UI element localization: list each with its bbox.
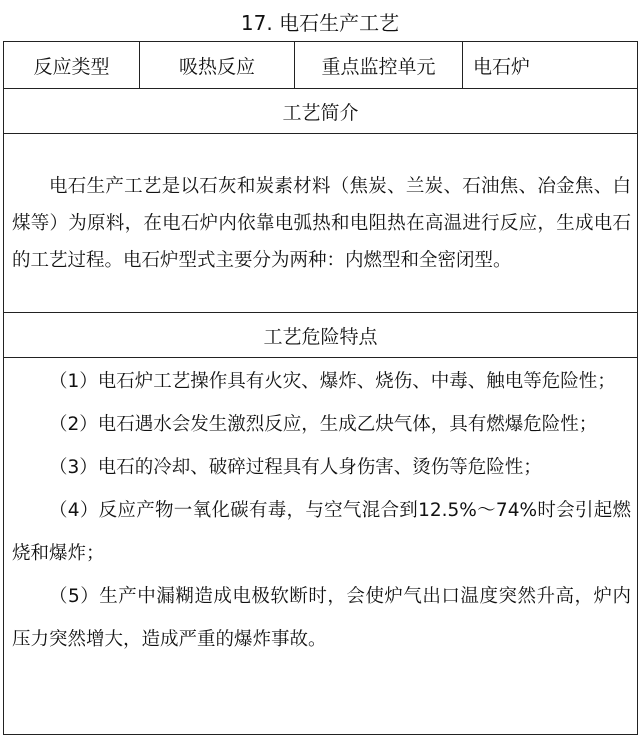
hazard-item: （3）电石的冷却、破碎过程具有人身伤害、烫伤等危险性； — [49, 457, 542, 478]
hazards-heading-row — [4, 313, 638, 358]
reaction-type-label: 反应类型 — [4, 42, 140, 89]
reaction-type-value: 吸热反应 — [140, 42, 295, 89]
hazards-body-row — [4, 358, 638, 735]
intro-heading: 工艺简介 — [4, 89, 638, 134]
key-unit-value: 电石炉 — [463, 42, 638, 89]
intro-body — [4, 134, 638, 313]
intro-text: 电石生产工艺是以石灰和炭素材料（焦炭、兰炭、石油焦、冶金焦、白煤等）为原料，在电石炉内依靠电弧热和电阻热在高温进行反应，生成电石的工艺过程。电石炉型式主要分为两种：内燃型和全密闭型。 — [12, 175, 631, 271]
hazards-heading: 工艺危险特点 — [4, 313, 638, 358]
hazard-item: （1）电石炉工艺操作具有火灾、爆炸、烧伤、中毒、触电等危险性； — [49, 371, 616, 392]
header-row — [4, 42, 638, 89]
hazard-item: （4）反应产物一氧化碳有毒，与空气混合到12.5%～74%时会引起燃烧和爆炸； — [12, 500, 631, 564]
key-unit-label: 重点监控单元 — [295, 42, 463, 89]
hazard-item: （5）生产中漏糊造成电极软断时，会使炉气出口温度突然升高，炉内压力突然增大，造成严重的爆炸事故。 — [12, 586, 631, 650]
hazards-body — [4, 358, 638, 735]
hazard-item: （2）电石遇水会发生激烈反应，生成乙炔气体，具有燃爆危险性； — [49, 414, 598, 435]
intro-body-row — [4, 134, 638, 313]
process-table — [3, 41, 638, 735]
intro-heading-row — [4, 89, 638, 134]
document-title: 17. 电石生产工艺 — [240, 11, 400, 35]
